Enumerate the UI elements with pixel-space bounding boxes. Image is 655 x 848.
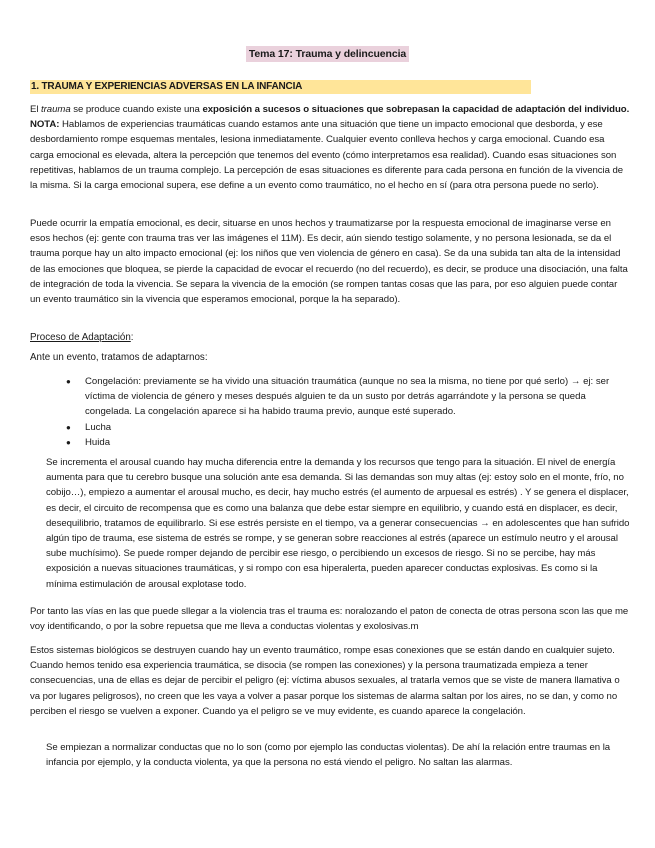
adaptation-subheading-text: Proceso de Adaptación: [30, 332, 131, 343]
p1-text-1: El: [30, 104, 42, 115]
list-item-text: Lucha: [85, 421, 112, 433]
adaptation-list: [66, 374, 632, 450]
paragraph-arousal: Se incrementa el arousal cuando hay mucha diferencia entre la demanda y los recursos que tengo para la situación. El nivel de energía aumenta para que tu cerebro busque una solución ante esa demanda. Si las demandas son muy altas (ej: estoy solo en el monte, frío, no cobijo…), empiezo a aumentar el arousal mucho, es decir, hay mucho estrés (el aumento de arpuesal es estrés) . Y se genera el displacer, es decir, el circuito de recompensa que es como una balanza que debe estar siempre en equilibrio, y cuando está en displacer, es decir, desequilibrio, tratamos de equilibrarlo. Si ese estrés persiste en el tiempo, va a generar consecuencias → en adolescentes que han sufrido algún tipo de trauma, ese sistema de estrés se rompe, y se generan sobre reacciones al estrés (aparece un estímulo neutro y el arousal sube muchísimo). Se puede romper dejando de percibir ese riesgo, o percibiendo un excesos de riesgo. Si no se percibe, hay más exposición a nuevas situaciones traumáticas, y si rompo con esa hiperalerta, pueden aparecer conductas explosivas. Es como si la mínima estimulación de arousal explotase todo.: [46, 457, 630, 590]
bullet-icon: ●: [66, 437, 71, 447]
list-item-text: Huida: [85, 436, 111, 448]
list-item: [66, 374, 632, 420]
list-item-text: Congelación: previamente se ha vivido una situación traumática (aunque no sea la misma, no tiene por qué serlo) → ej: ser víctima de violencia de género y meses después alguien te da un susto por detrás agarrándote y la persona se queda congelada. La congelación aparece si ha habido trauma previo, aunque esté superado.: [85, 376, 610, 418]
p1-term-trauma: trauma: [41, 104, 71, 115]
adaptation-intro: Ante un evento, tratamos de adaptarnos:: [30, 352, 208, 363]
document-title: Tema 17: Trauma y delincuencia: [246, 46, 409, 62]
paragraph-biological-systems: Estos sistemas biológicos se destruyen cuando hay un evento traumático, rompe esas conexiones que se están dando en cualquier sujeto. Cuando hemos tenido esa experiencia traumática, se disocia (se rompen las conexiones) y la persona traumatizada empieza a tener consecuencias, una de ellas es dejar de percibir el peligro (ej: víctima abusos sexuales, al tratarla vemos que se viste de manera llamativa o va por lugares peligrosos), no creen que les vaya a volver a pasar porque los sistemas de alarma saltan por los aires, no se dan, y como no perciben el riesgo se vuelven a exponer. Cuando ya el peligro se ve muy evidente, es cuando aparece la congelación.: [30, 645, 620, 717]
list-item: [66, 420, 632, 435]
paragraph-empathy: Puede ocurrir la empatía emocional, es decir, situarse en unos hechos y traumatizarse por la respuesta emocional de imaginarse verse en esos hechos (ej: gente con trauma tras ver las imágenes el 11M). Es decir, aún siendo testigo solamente, y no persona lesionada, se da el trauma porque hay un alto impacto emocional (ej: los niños que ven violencia de género en casa). Se da una subida tan alta de la intensidad de las emociones que bloquea, se pierde la capacidad de evocar el recuerdo (no del recuerdo), es decir, se produce una disociación, una falta de integración de toda la vivencia. Se separa la vivencia de la emoción (se rompen tantas cosas que las para, por eso alguien puede contar un evento traumático sin la vivencia que esperamos emocional, porque la ha separado).: [30, 218, 628, 306]
p1-text-3: Hablamos de experiencias traumáticas cuando estamos ante una situación que tiene un impacto emocional que desborda, y ese desbordamiento rompe esquemas mentales, lesiona inmediatamente. Cualquier evento conlleva hechos y carga emocional. Cuando esa carga emocional es elevada, altera la percepción que tenemos del evento (cómo interpretamos esa realidad). Cuando esas situaciones son repetitivas, hablamos de un trauma complejo. La percepción de esas situaciones es diferente para cada persona en función de la vivencia de la misma. Si la carga emocional supera, ese define a un evento como traumático, no el hecho en sí (para otra persona puede no serlo).: [30, 119, 624, 192]
paragraph-violence-paths: Por tanto las vías en las que puede sllegar a la violencia tras el trauma es: noralozando el paton de conecta de otras persona scon las que me voy identificando, o por la sobre repuetsa que me lleva a conductas violentas y exolosivas.m: [30, 606, 629, 633]
paragraph-normalization: Se empiezan a normalizar conductas que no lo son (como por ejemplo las conductas violentas). De ahí la relación entre traumas en la infancia por ejemplo, y la conducta violenta, ya que la persona no está viendo el peligro. No saltan las alarmas.: [46, 742, 611, 769]
list-item: [66, 435, 632, 450]
p1-bold-definition: exposición a sucesos o situaciones que sobrepasan la capacidad de adaptación del individuo. NOTA:: [30, 104, 630, 131]
adaptation-subheading-colon: :: [130, 332, 134, 343]
adaptation-subheading: [30, 332, 134, 343]
section-heading: 1. TRAUMA Y EXPERIENCIAS ADVERSAS EN LA INFANCIA: [30, 80, 531, 94]
title-container: [0, 44, 655, 62]
p1-text-2: se produce cuando existe una: [70, 104, 203, 115]
paragraph-trauma-definition: [30, 102, 630, 193]
bullet-icon: ●: [66, 377, 71, 386]
bullet-icon: ●: [66, 422, 71, 432]
